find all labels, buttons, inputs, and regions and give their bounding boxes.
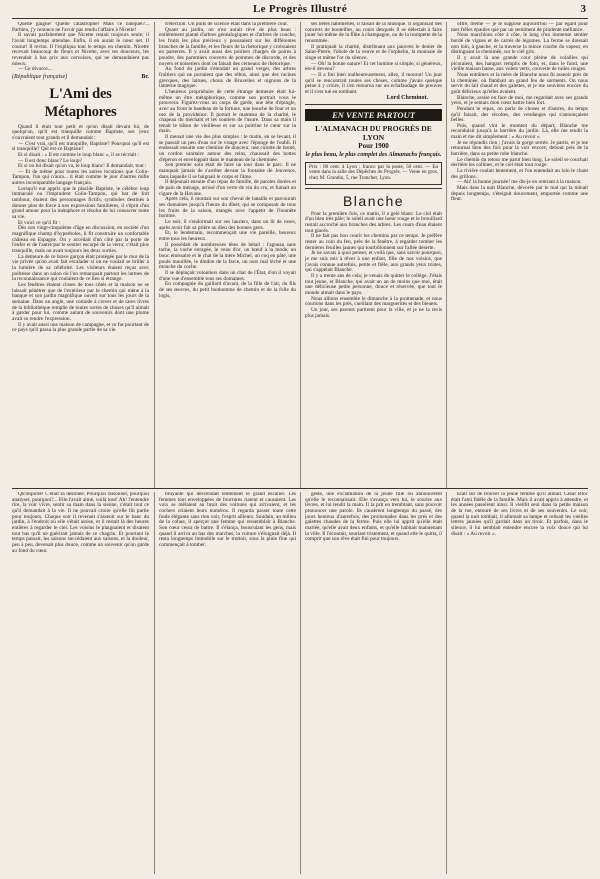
- paragraph: d'élection. Un puits de science était dans la première cour.: [165, 22, 288, 27]
- paragraph: Blanche, assise en face de moi, me regardait avec ses grands yeux, et je sentais mon cœur battre bien fort.: [451, 94, 588, 107]
- column-divider: [300, 492, 301, 874]
- column-divider: [154, 22, 155, 488]
- paragraph: Au fond du jardin s'étendait un grand verger, des arbres fruitiers qui ne portaient que des rébus, ainsi que des racines grecques, des laitues, choux de Bruxelles et oignons de la lanterne magique.: [159, 66, 296, 90]
- paragraph: La demeure de ce brave garçon était protégée par le mur de la vie privée qu'on avait fait escalader si on ne voulait se brûler à la lumière de sa célébrité. Les visiteurs étaient reçus avec politesse dans un salon où l'on remarquait partout les larmes de la reconnaissance qui coulaient de ce lieu si étrange.: [12, 253, 149, 283]
- signature-author: Br.: [141, 73, 149, 80]
- column-1: [12, 22, 149, 486]
- paragraph: Il possédait de nombreuses têtes de bétail : l'agneau sans tache, la vache enragée, le veau d'or, un bœuf à la mode, un bouc émissaire et le chat de la mère Michel, un coq en pâte, une poule mouillée, le dindon de la farce, un ours mal léché et une mouche du coche.: [159, 241, 296, 271]
- paragraph: — Ah! la bonne journée! me dis-je en rentrant à la maison.: [457, 179, 582, 186]
- paragraph: Il pratiquait la charité, distribuant aux pauvres le denier de Saint-Pierre, l'obole de la veuve et de l'orphelin, la monnaie de singe et même l'or du silence.: [305, 43, 442, 61]
- paragraph: Et, le lendemain, recommençait une vie pareille, heureux entre tous les heureux.: [159, 230, 296, 242]
- column-3: [305, 22, 442, 486]
- paragraph: Était sûr de trouver la jeune femme qu'il aimait. César Bloc était l'ami fidèle de la famille. Mais il avait appris à attendre, et les années passèrent ainsi. Il vieillit seul dans la petite maison de la rue, entouré de ses livres et de ses souvenirs. Le soir, quand la nuit tombait, il allumait sa lampe et relisait les vieilles lettres jaunies qu'il gardait dans un tiroir. Et parfois, dans le silence, il lui semblait entendre encore la voix douce qui lui disait : « Au revoir ».: [451, 492, 588, 537]
- paragraph: — Oh! la bonne nature! Et cet homme si simple, si généreux, est-il devenu?: [305, 60, 442, 73]
- paragraph: geste, une exclamation de la jeune fille lui annoncèrent qu'elle le reconnaissait. Elle s'avança vers lui, le sourire aux lèvres, et lui tendit la main. Il la prit en tremblant, sans pouvoir prononcer une parole. Ils causèrent longtemps du passé, des jours heureux d'autrefois, des promenades dans les prés et des galettes chaudes de la ferme. Puis elle lui apprit qu'elle était mariée, qu'elle avait deux enfants, et qu'elle habitait maintenant la ville. Il l'écoutait, souriant tristement, et quand elle le quitta, il comprit que son rêve était fini pour toujours.: [305, 492, 442, 543]
- paragraph: Mais dans la nuit Blanche, dévorée par le mal qui la minait depuis longtemps, s'éteignit doucement, emportée comme une fleur.: [451, 185, 588, 203]
- story-title: Blanche: [342, 192, 405, 209]
- paragraph: L'heureux propriétaire de cette étrange demeure était lui-même un être métaphorique, comme son portrait vous le prouvera. Figurez-vous un corps de garde, une tête d'épingle, avec au front le bandeau de la fortune, une bouche de four et un nez de la providence. Il portait le manteau de la charité, le chapeau du méchant et les souliers de l'usure. Dans sa main il tenait le bâton de vieillesse et sur sa poitrine le cœur sur la main.: [159, 88, 296, 135]
- paragraph: Et voici ce qu'il fit :: [18, 219, 60, 226]
- paragraph: Nous allions ensemble le dimanche à la promenade, et nous courions dans les prés, cueillant des marguerites et des bleuets.: [305, 295, 442, 308]
- article-author: Lord Cheminot.: [386, 94, 428, 101]
- paragraph: Et si on lui disait qu'on va, le loup blanc! Il demandait, tout :: [18, 163, 147, 170]
- paragraph: Quelle gaigne! Quelle catastrophe! Mais ce banquet?... Parbleu, j'y renonce ne l'avoir pas rendu l'affaire à Nicette!: [12, 22, 149, 33]
- bottom-column-2: [159, 492, 296, 874]
- paragraph: Nous marchions côte à côte, le long d'un immense sentier bordé de vignes et de carrés de légumes. La ferme se dressait non loin, à gauche, et la traverse la mince courbe du vapeur, en distinguant la cheminée, sur le ciel gris.: [451, 32, 588, 56]
- almanac-year: Pour 1900: [358, 142, 389, 151]
- paragraph: offre, même — je le suppose aujourd'hui — par égard pour mes frêles épaules que par un sentiment de prudente méfiance.: [451, 22, 588, 33]
- paragraph: Il déjeunait ensuite d'un repas de famille, de paroles dorées et de pain de ménage, arrosé d'un verre de vin du cru, et fumait un cigare de la Havane.: [159, 179, 296, 197]
- column-divider: [446, 22, 447, 488]
- section-divider: [305, 188, 442, 189]
- signature: [12, 75, 149, 81]
- paragraph: bruyante qui descendait lentement le grand escalier. Les femmes tout enveloppées de fourrures riaient et causaient. Les voix se mêlaient au bruit des voitures qui arrivaient, et les cochers criaient leurs numéros. Il regarda passer toute cette foule élégante sans rien voir, l'esprit ailleurs. Soudain, au milieu de la cohue, il aperçut une femme qui ressemblait à Blanche. Son cœur cessa de battre. Il s'élança, bousculant les gens, mais quand il arriva au bas des marches, la voiture s'éloignait déjà. Il resta longtemps immobile sur le trottoir, sous la pluie fine qui commençait à tomber.: [159, 492, 296, 548]
- paragraph: Il menait une vie des plus simples : le matin, en se levant, il se passait un peu d'eau sur le visage avec l'éponge de l'oubli. Il endossait ensuite une chemise de douceur, une culotte de bonté, un cordon sanitaire autour des reins, chaussait des bottes d'éperon et enveloppait dans le manteau de la cheminée.: [159, 134, 296, 163]
- paragraph: Dès son vingt-cinquième d'âge en discussion, en société d'un magnifique champ d'hyperboles, il fit construire un confortable château en Espagne. On y accédait d'un côté par la porte de l'enfer et de l'autre par le sentier escarpé de la vertu; c'était plus tranquille, mais on avait toujours les deux sorties.: [12, 225, 149, 254]
- paragraph: Il ne fait pas bon courir les chemins par ce temps. Je préfère rester au coin du feu, près de la fenêtre, à regarder tomber les dernières feuilles jaunes qui tourbillonnent sur l'allée déserte.: [305, 233, 442, 251]
- paragraph: Quand il était tout petit et qu'on disait devant lui, de quelqu'un, qu'il est tranquille comme Baptiste, ses yeux s'ouvraient tout grands et il demandait :: [12, 123, 149, 141]
- column-divider: [154, 492, 155, 874]
- paragraph: Nous entrâmes et la mère de Blanche nous fit asseoir près de la cheminée, où flambait un grand feu de sarments. On nous servit du lait chaud et des galettes, et je me souviens encore du goût délicieux qu'elles avaient.: [451, 71, 588, 95]
- paragraph: Après cela, il montait sur son cheval de bataille et parcourait ses domaines jusqu'à l'heure du dîner, qui se composait de tous les fruits de la saison, mangés avec l'appétit de l'honnête homme.: [159, 196, 296, 220]
- paragraph: Un jour, ses parents partirent pour la ville, et je ne la revis plus jamais.: [305, 306, 442, 319]
- almanac-details: Prix : 80 cent. à Lyon ; franco par la poste, 50 cent. — En vente dans la salle des Dépêches du Progrès. — Vente en gros, chez M. Grandin, 5, rue Tronchet, Lyon.: [305, 162, 442, 185]
- column-divider: [446, 492, 447, 874]
- bottom-column-3: [305, 492, 442, 874]
- paragraph: Lorsqu'il eut appris que le placide Baptiste, le célèbre loup immaculé ou l'imprudent Colin-Tampon, qui bat de fort tambour, étaient des personnages fictifs, symboles destinés à donner plus de force à nos expressions familières, il s'éprit d'un grand amour pour la métaphore et résolut de lui consacrer toute sa vie.: [12, 185, 149, 221]
- paragraph: — Il a fini bien malheureusement, allez, il mourut! Un jour qu'il se rencontrait toutes ses choses, comme j'avais quelque peine à y croire, il s'en retourna sur un échafaudage de preuves et il s'est tué en tombant.: [305, 71, 442, 95]
- column-2: [159, 22, 296, 486]
- almanac-tagline: le plus beau, le plus complet des Almanachs français.: [305, 151, 442, 159]
- paragraph: — C'est vrai, qu'il est tranquille, Baptiste? Pourquoi qu'il est si tranquille? Qui est-ce Baptiste?: [12, 140, 149, 153]
- paragraph: — Il est donc blanc? Le loup?: [18, 157, 82, 164]
- page-section-divider: [12, 488, 588, 489]
- paragraph: En compagnie du gaillard d'avant, de la fille de l'air, du fils de ses œuvres, du petit bonhomme de chemin et de la folle du logis,: [159, 281, 296, 299]
- paragraph: Le soir, il s'endormait sur ses lauriers, dans un lit de roses, après avoir fait sa prière au dieu des bonnes gens.: [159, 218, 296, 231]
- column-divider: [300, 22, 301, 488]
- bottom-column-4: [451, 492, 588, 874]
- paragraph: Il y avait là une grande cour pleine de volailles qui picoraient, des hangars remplis de foin, et, dans le fond, une vieille maison basse, aux volets verts, couverte de tuiles rouges.: [451, 54, 588, 73]
- paragraph: Il se déplaçait volontiers dans un char de l'État, d'où il voyait d'une vue d'ensemble tous ses domaines.: [159, 269, 296, 282]
- paragraph: — Et de même pour toutes les autres locutions que Colin-Tampon, l'un qui n'aura... il était comme le jour d'autres mille autres incomparable langage français.: [12, 168, 149, 187]
- paragraph: Et si disait : « Il est comme le loup blanc », il se récriait :: [18, 151, 139, 158]
- section-divider: [305, 104, 442, 105]
- paragraph: Les fenêtres étaient closes de tous côtés et la maison ne se laissait pénétrer que de l'extérieur par le chemin qui mène à la banque et son jardin magnifique ouvert sur tous les jours de la semaine. Dans un angle, une comode à crever et de rares livres de la bibliothèque remplie de toutes sortes de choses qu'il aimait à garder pour lui, comme autant de souvenirs dont une plume avait su rendre l'expression.: [12, 281, 149, 322]
- advert-banner: EN VENTE PARTOUT: [305, 109, 442, 121]
- paragraph: Puis, quand vint le moment du départ, Blanche me reconduisit jusqu'à la barrière du jardin. Là, elle me tendit la main et me dit simplement : « Au revoir ».: [451, 122, 588, 141]
- paragraph: Pendant le repas, on parla de choses et d'autres, du temps qu'il faisait, des récoltes, des vendanges qui s'annonçaient belles.: [451, 105, 588, 124]
- paragraph: Quant au jardin, on n'en aurait rêvé de plus beau : entièrement planté d'arbres généalogiques et d'arbres de couche, les fruits les plus précieux y poussaient sur les différentes branches de la famille, et les fleurs de la rhétorique y croissaient en parterres. Il y avait aussi des poiriers chargés de poires à poudre, des pommiers couverts de pommes de discorde, et des noyers et noisetiers dont on faisait des cerneaux de rhétorique.: [159, 26, 296, 67]
- paragraph: La rivière coulait lentement, et l'on entendait au loin le chant des grillons.: [451, 168, 588, 180]
- paragraph: Son premier soin était de faire un tour dans le parc. Il ne manquait jamais de s'arrêter devant la fontaine de Jouvence, dans laquelle il se baignait le corps et l'âme.: [159, 162, 296, 180]
- signature-source: (République française): [12, 73, 68, 80]
- paragraph: Le chemin du retour me parut bien long. Le soleil se couchait derrière les collines, et le ciel était tout rouge.: [451, 156, 588, 169]
- article-headline: L'Ami des Métaphores: [44, 85, 117, 120]
- paragraph: Pour la première fois, ce matin, il a gelé blanc. Le ciel était d'un bleu très pâle; le soleil avait une lueur rouge et le brouillard restait accroché aux branches des arbres. Les cours d'eau étaient tout glacés.: [305, 210, 442, 234]
- page-number: 3: [580, 3, 586, 15]
- paragraph: Il y a trente ans de cela; je venais de quitter le collège. J'étais tout jeune, et Blanche, qui avait un an de moins que moi, était une délicieuse petite personne, douce et réservée, que tout le monde aimait dans le pays.: [305, 273, 442, 296]
- almanac-title: L'ALMANACH DU PROGRÈS DE LYON: [315, 124, 432, 143]
- paragraph: Je ne répondis rien ; j'avais la gorge serrée. Je partis, et je me retournai bien des fois pour la voir encore, debout près de la barrière, dans sa petite robe blanche.: [451, 139, 588, 158]
- paragraph: Qu'importe! C'était sa destinée. Pourquoi raisonner, pourquoi analyser, pourquoi?... Elle l'avait aimé, voilà tout! Ah! l'entendre rire, la voir vivre, sentir sa main dans la sienne, c'était tout ce qu'il demandait à la vie. Il ne pouvait croire qu'elle fût partie pour toujours. Chaque soir il revenait s'asseoir sur le banc du jardin, à l'endroit où elle s'était assise, et il restait là des heures entières à regarder le ciel. Les voisins le plaignaient et disaient tout bas qu'il ne guérirait jamais de ce chagrin. Et pourtant le temps passait, les saisons succédaient aux saisons, et la douleur, peu à peu, devenait plus douce, comme un souvenir qu'on garde au fond du cœur.: [12, 492, 149, 554]
- paragraph: Je ne savais à quoi penser, et voilà que, sans savoir pourquoi, je me suis mis à rêver à une enfant, fille de nos voisins, que j'avais connue autrefois, petite et frêle, aux grands yeux tristes, qui s'appelait Blanche.: [305, 250, 442, 274]
- column-4: [451, 22, 588, 486]
- paragraph: ses bêtes habituelles, il faisait de la musique. Il organisait des concerts de bouteilles, au cours desquels il se délectait à faire jouer lui-même de la flûte à champagne, ou de la trompette de la renommée.: [305, 22, 442, 44]
- newspaper-title: Le Progrès Illustré: [252, 3, 348, 15]
- masthead: [12, 2, 588, 19]
- bottom-column-1: [12, 492, 149, 874]
- paragraph: — Ce divorce...: [18, 66, 52, 73]
- paragraph: Il y avait aussi une maison de campagne, et ce fut pourtant de ce pays qu'il passa la plus grande partie de sa vie.: [12, 321, 149, 334]
- paragraph: Il savait parfaitement que Nicette restait toujours seule; il l'avait longtemps attendue. Enfin, il en aurait le cœur net. Il courut! Il revint. Il l'expliqua tout le temps en chemin. Nicette recevait beaucoup de fleurs et Nicette, avec tes douceurs, les revendait à bas prix aux cervoises, qui ne demandaient pas mieux.: [12, 32, 149, 67]
